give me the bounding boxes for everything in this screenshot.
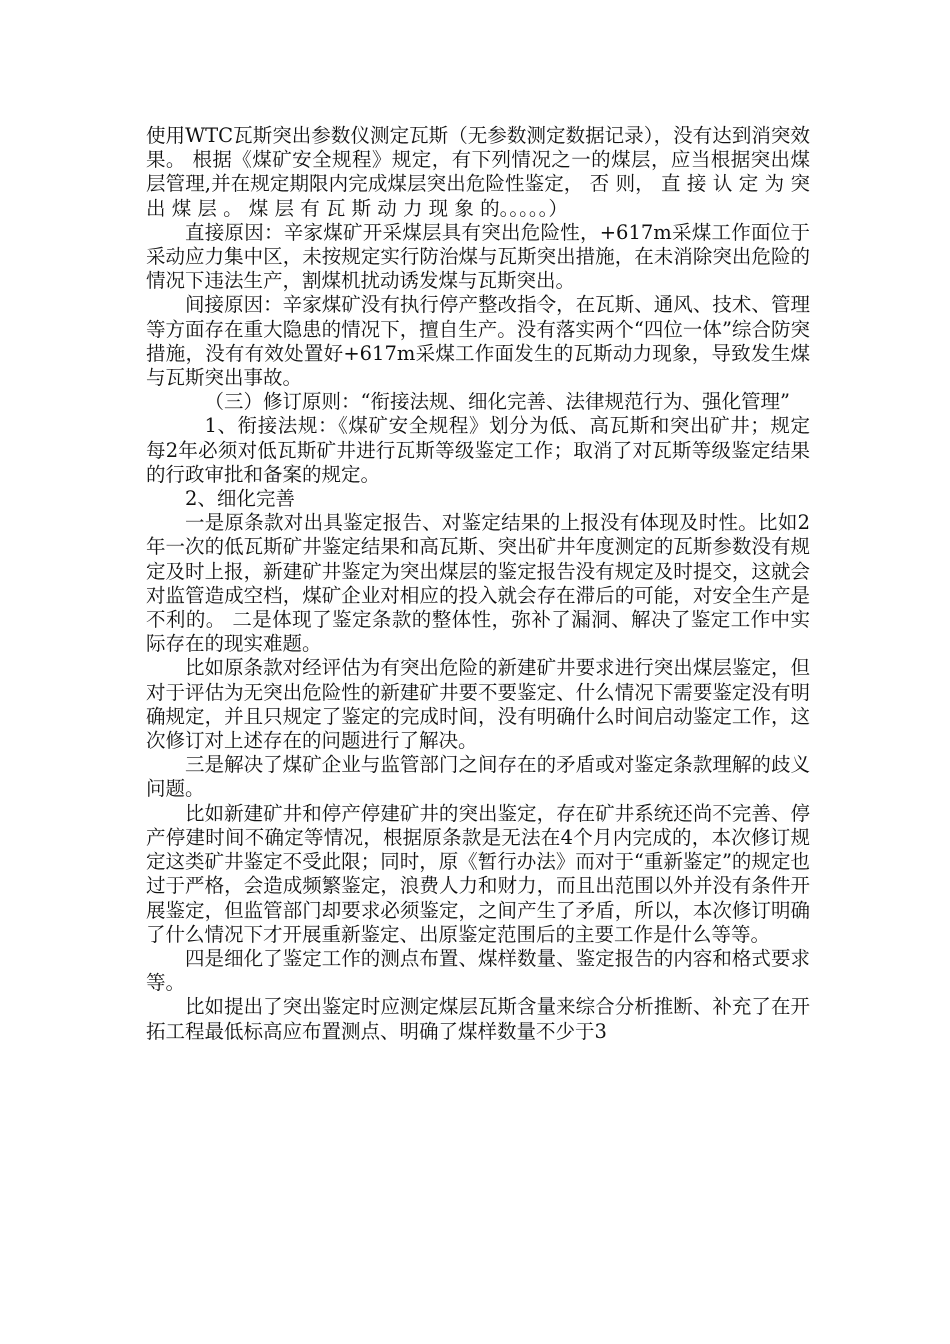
paragraph-example-2: 比如新建矿井和停产停建矿井的突出鉴定，存在矿井系统还尚不完善、停产停建时间不确定等情况，根据原条款是无法在4个月内完成的，本次修订规定这类矿井鉴定不受此限；同时，原《暂行办法》而对于“重新鉴定”的规定也过于严格，会造成频繁鉴定，浪费人力和财力，而且出范围以外并没有条件开展鉴定，但监管部门却要求必须鉴定，之间产生了矛盾，所以，本次修订明确了什么情况下才开展重新鉴定、出原鉴定范围后的主要工作是什么等等。	[146, 801, 810, 946]
paragraph-point-1: 一是原条款对出具鉴定报告、对鉴定结果的上报没有体现及时性。比如2年一次的低瓦斯矿井鉴定结果和高瓦斯、突出矿井年度测定的瓦斯参数没有规定及时上报，新建矿井鉴定为突出煤层的鉴定报告没有规定及时提交，这就会对监管造成空档，煤矿企业对相应的投入就会存在滞后的可能，对安全生产是不利的。 二是体现了鉴定条款的整体性，弥补了漏洞、解决了鉴定工作中实际存在的现实难题。	[146, 511, 810, 656]
paragraph-point-4: 四是细化了鉴定工作的测点布置、煤样数量、鉴定报告的内容和格式要求等。	[146, 946, 810, 995]
paragraph-point-3: 三是解决了煤矿企业与监管部门之间存在的矛盾或对鉴定条款理解的歧义问题。	[146, 753, 810, 801]
document-body	[146, 124, 810, 1044]
paragraph-principle-1: 1、衔接法规：《煤矿安全规程》划分为低、高瓦斯和突出矿井；规定每2年必须对低瓦斯矿井进行瓦斯等级鉴定工作；取消了对瓦斯等级鉴定结果的行政审批和备案的规定。	[146, 414, 810, 486]
paragraph-indirect-cause: 间接原因：辛家煤矿没有执行停产整改指令，在瓦斯、通风、技术、管理等方面存在重大隐患的情况下，擅自生产。没有落实两个“四位一体”综合防突措施，没有有效处置好+617m采煤工作面发生的瓦斯动力现象，导致发生煤与瓦斯突出事故。	[146, 293, 810, 390]
paragraph-intro: 使用WTC瓦斯突出参数仪测定瓦斯（无参数测定数据记录），没有达到消突效果。 根据《煤矿安全规程》规定，有下列情况之一的煤层，应当根据突出煤层管理,并在规定期限内完成煤层突出危险性鉴定， 否 则， 直 接 认 定 为 突 出 煤 层 。 煤 层 有 瓦 斯 动 力 现 象 的。。。。。）	[146, 124, 810, 220]
paragraph-example-3: 比如提出了突出鉴定时应测定煤层瓦斯含量来综合分析推断、补充了在开拓工程最低标高应布置测点、明确了煤样数量不少于3	[146, 995, 810, 1043]
paragraph-direct-cause: 直接原因：辛家煤矿开采煤层具有突出危险性，+617m采煤工作面位于采动应力集中区，未按规定实行防治煤与瓦斯突出措施，在未消除突出危险的情况下违法生产，割煤机扰动诱发煤与瓦斯突出。	[146, 220, 810, 293]
section-heading-revision-principles: （三）修订原则：“衔接法规、细化完善、法律规范行为、强化管理”	[204, 390, 790, 414]
subheading-principle-2: 2、细化完善	[185, 487, 295, 511]
paragraph-example-1: 比如原条款对经评估为有突出危险的新建矿井要求进行突出煤层鉴定，但对于评估为无突出危险性的新建矿井要不要鉴定、什么情况下需要鉴定没有明确规定，并且只规定了鉴定的完成时间，没有明确什么时间启动鉴定工作，这次修订对上述存在的问题进行了解决。	[146, 656, 810, 753]
